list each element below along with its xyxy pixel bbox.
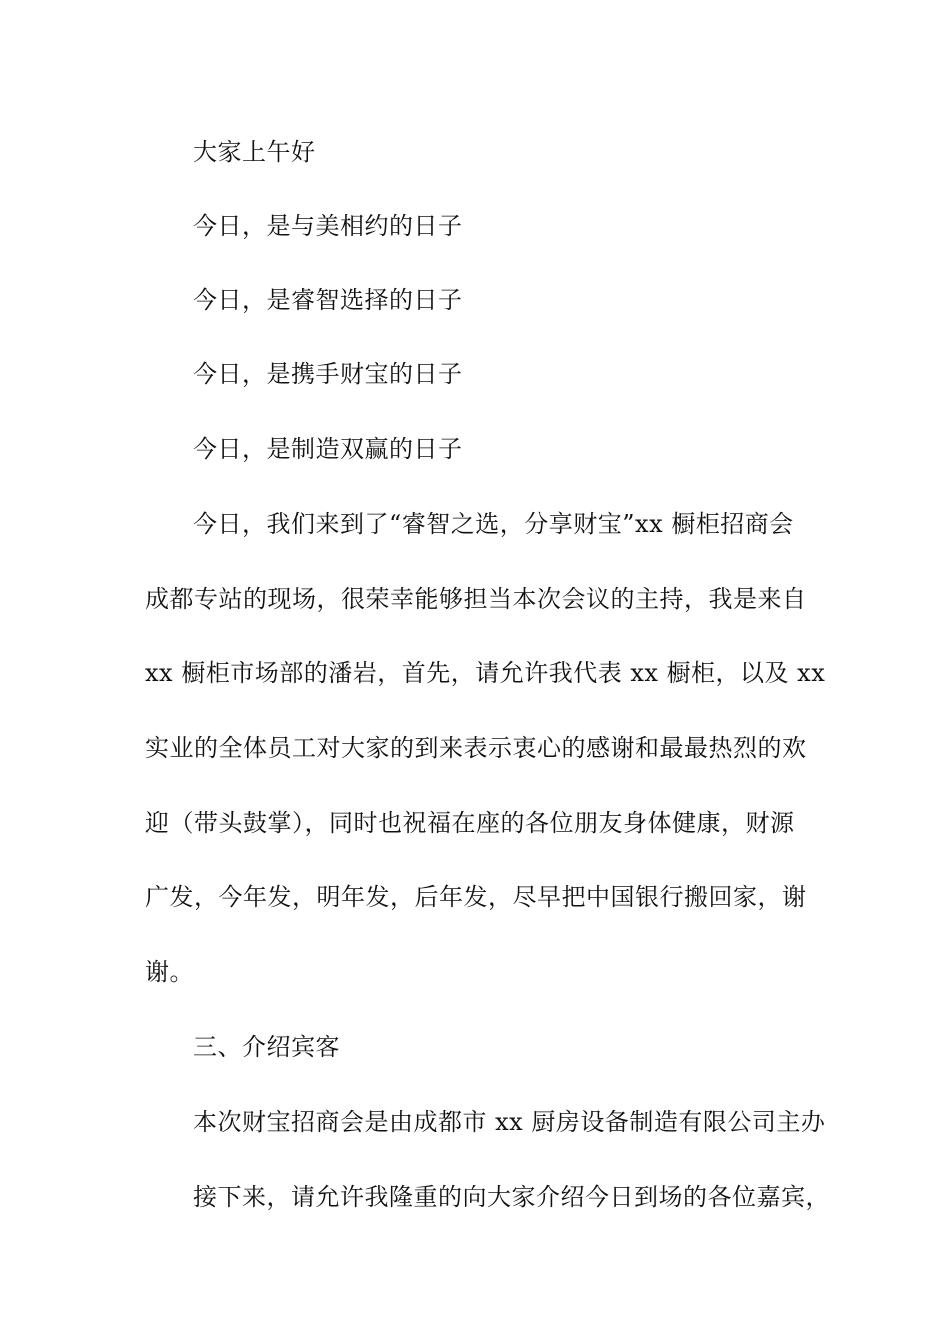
section-heading: 三、介绍宾客 <box>193 1033 340 1061</box>
paragraph-line: 成都专站的现场，很荣幸能够担当本次会议的主持，我是来自 <box>145 585 807 613</box>
paragraph-line: 今日，是睿智选择的日子 <box>193 286 463 314</box>
paragraph-line: 实业的全体员工对大家的到来表示衷心的感谢和最最热烈的欢 <box>145 734 807 762</box>
paragraph-line: 今日，是制造双赢的日子 <box>193 435 463 463</box>
paragraph-line: 广发，今年发，明年发，后年发，尽早把中国银行搬回家，谢 <box>145 883 807 911</box>
paragraph-line: 接下来，请允许我隆重的向大家介绍今日到场的各位嘉宾， <box>193 1183 830 1211</box>
paragraph-line: 谢。 <box>145 958 194 986</box>
paragraph-line: 今日，是携手财宝的日子 <box>193 360 463 388</box>
greeting-line: 大家上午好 <box>193 138 316 166</box>
paragraph-line: 今日，我们来到了“睿智之选，分享财宝”xx 橱柜招商会 <box>193 510 794 538</box>
paragraph-line: xx 橱柜市场部的潘岩，首先，请允许我代表 xx 橱柜，以及 xx <box>145 659 826 687</box>
paragraph-line: 迎（带头鼓掌），同时也祝福在座的各位朋友身体健康，财源 <box>145 809 795 837</box>
paragraph-line: 今日，是与美相约的日子 <box>193 212 463 240</box>
paragraph-line: 本次财宝招商会是由成都市 xx 厨房设备制造有限公司主办 <box>193 1108 826 1136</box>
